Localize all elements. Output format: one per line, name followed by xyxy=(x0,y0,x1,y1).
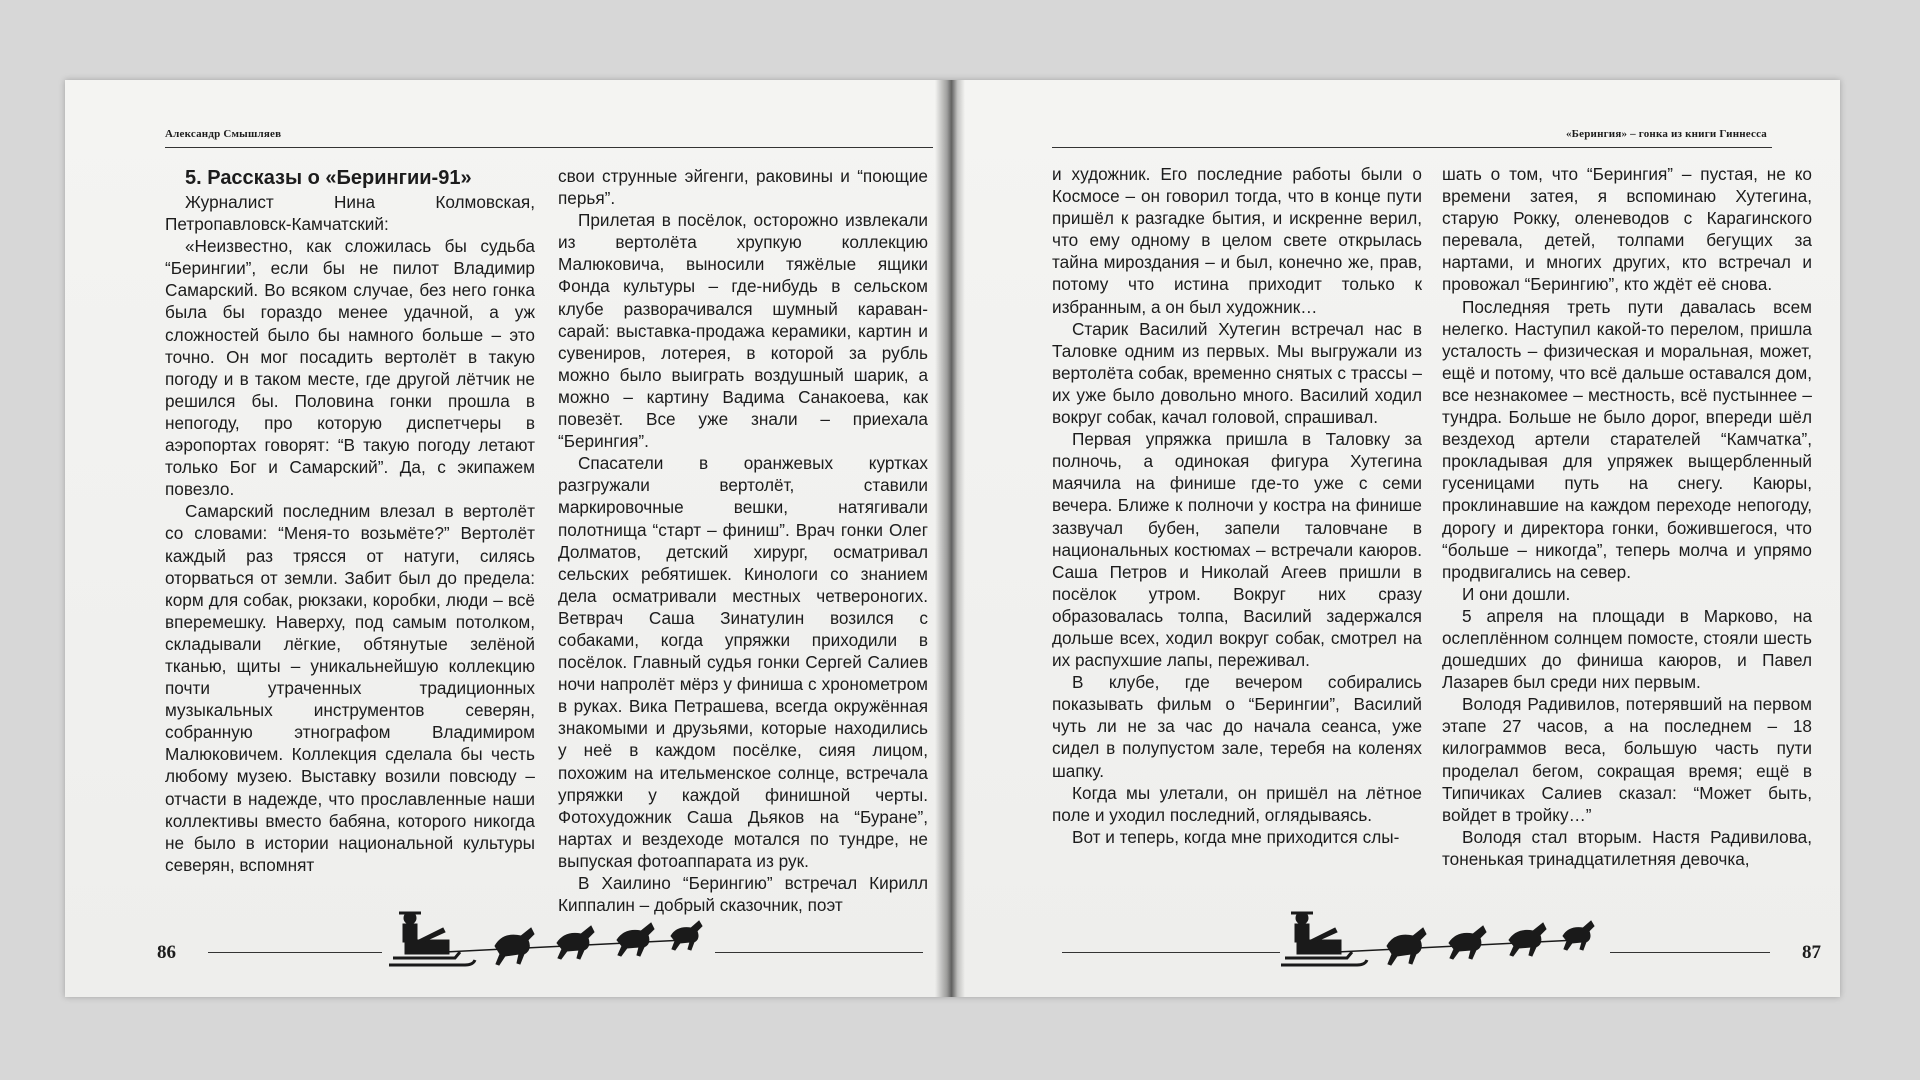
paragraph: В клубе, где вечером собирались показывать фильм о “Берингии”, Василий чуть ли не за час до начала сеанса, уже сидел в полупустом зале, теребя на коленях шапку. xyxy=(1052,672,1422,781)
paragraph: Вот и теперь, когда мне приходится слы- xyxy=(1072,826,1400,847)
paragraph: 5 апреля на площади в Марково, на ослеплённом солнцем помосте, стояли шесть дошедших до финиша каюров, и Павел Лазарев был среди них первым. xyxy=(1442,605,1812,693)
paragraph: Прилетая в посёлок, осторожно извлекали из вертолёта хрупкую коллекцию Малюковича, выносили тяжёлые ящики Фонда культуры – где-нибудь в сельском клубе разворачивался шумный караван-сарай: выставка-продажа керамики, картин и сувениров, лотерея, в которой за рубль можно было выиграть воздушный шарик, а можно – картину Вадима Санакоева, как повезёт. Все уже знали – приехала “Берингия”. xyxy=(558,210,928,452)
footer-rule-left-b xyxy=(715,952,923,953)
dog-sled-icon xyxy=(385,910,715,972)
page-number-right: 87 xyxy=(1802,942,1821,963)
paragraph: свои струнные эйгенги, раковины и “поющие перья”. xyxy=(558,166,928,209)
paragraph: Когда мы улетали, он пришёл на лётное поле и уходил последний, оглядываясь. xyxy=(1052,782,1422,825)
paragraph: и художник. Его последние работы были о Космосе – он говорил тогда, что в конце пути пришёл к разгадке бытия, и искренне верил, что ему одному в целом свете открылась тайна мироздания – и был, конечно же, прав, потому что истина приходит только к избранным, а он был художник… xyxy=(1052,164,1422,317)
paragraph: Последняя треть пути давалась всем нелегко. Наступил какой-то перелом, пришла усталость – физическая и моральная, может, ещё и потому, что всё дальше оставался дом, все незнакомее – местность, всё пустыннее – тундра. Больше не было дорог, впереди шёл вездеход артели старателей “Камчатка”, прокладывая для упряжек выщербленный гусеницами путь на снегу. Каюры, проклинавшие на каждом переходе непогоду, дорогу и директора гонки, божившегося, что “больше – никогда”, теперь молча и упрямо продвигались на север. xyxy=(1442,296,1812,582)
chapter-title: 5. Рассказы о «Берингии-91» xyxy=(185,167,472,189)
left-page xyxy=(65,80,947,997)
paragraph: «Неизвестно, как сложилась бы судьба “Берингии”, если бы не пилот Владимир Самарский. Во всяком случае, без него гонка была бы гораздо менее удачной, а уж сложностей было бы намного больше – это точно. Он мог посадить вертолёт в такую погоду и в таком месте, где другой лётчик не решился бы. Половина гонки прошла в непогоду, про которую диспетчеры в аэропортах говорят: “В такую погоду летают только Бог и Самарский”. Да, с экипажем повезло. xyxy=(165,236,535,500)
left-column-2 xyxy=(558,165,928,916)
paragraph: Спасатели в оранжевых куртках разгружали вертолёт, ставили маркировочные вешки, натягивали полотнища “старт – финиш”. Врач гонки Олег Долматов, детский хирург, осматривал сельских ребятишек. Кинологи со знанием дела осматривали местных четвероногих. Ветврач Саша Зинатулин возился с собаками, когда упряжки приходили в посёлок. Главный судья гонки Сергей Салиев ночи напролёт мёрз у финиша с хронометром в руках. Вика Петрашева, всегда окружённая знакомыми и друзьями, которые находились у неё в каждом посёлке, сияя лицом, похожим на ительменское солнце, встречала упряжки у каждой финишной черты. Фотохудожник Саша Дьяков на “Буране”, нартах и вездеходе мотался по тундре, не выпуская фотоаппарата из рук. xyxy=(558,453,928,871)
left-column-1 xyxy=(165,165,535,876)
book-spine-shadow xyxy=(935,80,965,997)
footer-rule-right-a xyxy=(1062,952,1280,953)
paragraph: Володя стал вторым. Настя Радивилова, тоненькая тринадцатилетняя девочка, xyxy=(1442,826,1812,869)
paragraph: Володя Радивилов, потерявший на первом этапе 27 часов, а на последнем – 18 килограммов веса, большую часть пути проделал бегом, сокращая время; ещё в Типичиках Салиев сказал: “Может быть, войдет в тройку…” xyxy=(1442,694,1812,825)
page-number-left: 86 xyxy=(157,942,176,963)
header-rule-left xyxy=(165,147,933,148)
footer-rule-left-a xyxy=(208,952,382,953)
paragraph: шать о том, что “Берингия” – пустая, не ко времени затея, я вспоминаю Хутегина, старую Рокку, оленеводов с Карагинского перевала, детей, толпами бегущих за нартами, и многих других, кто встречал и провожал “Берингию”, кто ждёт её снова. xyxy=(1442,164,1812,295)
paragraph: В Хаилино “Берингию” встречал Кирилл Киппалин – добрый сказочник, поэт xyxy=(558,873,928,916)
right-column-2 xyxy=(1442,163,1812,870)
paragraph: И они дошли. xyxy=(1462,583,1571,604)
paragraph: Журналист Нина Колмовская, Петропавловск-Камчатский: xyxy=(165,192,535,235)
book-spread xyxy=(65,80,1840,997)
paragraph: Старик Василий Хутегин встречал нас в Таловке одним из первых. Мы выгружали из вертолёта собак, временно снятых с трассы – их уже было довольно много. Василий ходил вокруг собак, качал головой, спрашивал. xyxy=(1052,318,1422,428)
paragraph: Самарский последним влезал в вертолёт со словами: “Меня-то возьмёте?” Вертолёт каждый раз трясся от натуги, силясь оторваться от земли. Забит был до предела: корм для собак, рюкзаки, коробки, люди – всё вперемешку. Наверху, под самым потолком, складывали лёгкие, обтянутые зелёной тканью, щиты – уникальнейшую коллекцию почти утраченных традиционных музыкальных инструментов северян, собранную этнографом Владимиром Малюковичем. Коллекция сделала бы честь любому музею. Выставку возили повсюду – отчасти в надежде, что прославленные наши коллективы вместо бабяна, которого никогда не было в истории национальной культуры северян, вспомнят xyxy=(165,501,535,875)
running-head-right: «Берингия» – гонка из книги Гиннесса xyxy=(1565,128,1767,140)
right-column-1 xyxy=(1052,163,1422,848)
header-rule-right xyxy=(1052,147,1772,148)
running-head-left: Александр Смышляев xyxy=(165,128,282,140)
dog-sled-icon xyxy=(1277,910,1607,972)
right-page xyxy=(947,80,1840,997)
footer-rule-right-b xyxy=(1610,952,1770,953)
paragraph: Первая упряжка пришла в Таловку за полночь, а одинокая фигура Хутегина маячила на финише где-то уже с семи вечера. Ближе к полночи у костра на финише зазвучал бубен, запели таловчане в национальных костюмах – встречали каюров. Саша Петров и Николай Агеев пришли в посёлок утром. Вокруг них сразу образовалась толпа, Василий задержался дольше всех, ходил вокруг собак, смотрел на их распухшие лапы, переживал. xyxy=(1052,429,1422,671)
